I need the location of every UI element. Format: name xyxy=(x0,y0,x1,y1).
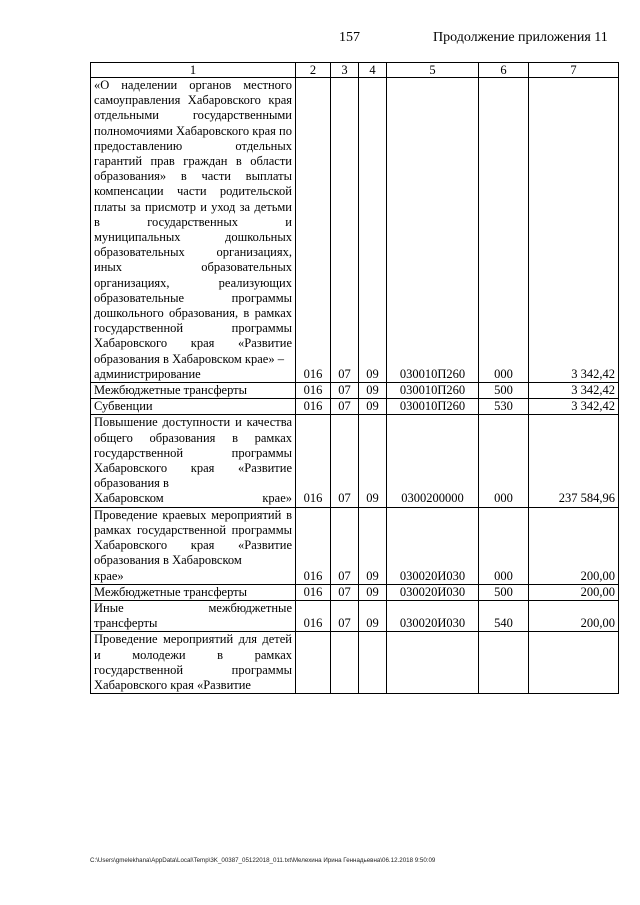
empty-cell xyxy=(331,632,359,694)
row-name-cell: Проведение мероприятий для детей и молодежи в рамках государственной программы Хабаровского края «Развитие xyxy=(91,632,296,694)
table-row xyxy=(91,507,619,584)
subsection-code: 09 xyxy=(359,415,387,507)
amount-value: 3 342,42 xyxy=(529,78,619,383)
expense-type-code: 500 xyxy=(479,584,529,600)
target-article-code: 030020И030 xyxy=(387,584,479,600)
row-name-cell xyxy=(91,415,296,507)
budget-table xyxy=(90,62,619,694)
amount-value: 200,00 xyxy=(529,507,619,584)
section-code: 07 xyxy=(331,78,359,383)
row-name-cell xyxy=(91,399,296,415)
column-header: 5 xyxy=(387,63,479,78)
amount-value: 200,00 xyxy=(529,600,619,631)
table-row xyxy=(91,78,619,383)
expense-type-code: 500 xyxy=(479,383,529,399)
row-name-cell xyxy=(91,600,296,631)
subsection-code: 09 xyxy=(359,600,387,631)
column-header: 6 xyxy=(479,63,529,78)
ministry-code: 016 xyxy=(296,600,331,631)
expense-type-code: 000 xyxy=(479,78,529,383)
section-code: 07 xyxy=(331,507,359,584)
empty-cell xyxy=(479,632,529,694)
ministry-code: 016 xyxy=(296,507,331,584)
table-row xyxy=(91,415,619,507)
row-name-cell xyxy=(91,507,296,584)
section-code: 07 xyxy=(331,383,359,399)
column-header: 3 xyxy=(331,63,359,78)
table-row xyxy=(91,399,619,415)
row-name-last-line: администрирование xyxy=(94,366,201,381)
section-code: 07 xyxy=(331,399,359,415)
amount-value: 3 342,42 xyxy=(529,399,619,415)
table-row-continued xyxy=(91,632,619,694)
ministry-code: 016 xyxy=(296,78,331,383)
amount-value: 3 342,42 xyxy=(529,383,619,399)
expense-type-code: 000 xyxy=(479,415,529,507)
expense-type-code: 000 xyxy=(479,507,529,584)
target-article-code: 030010П260 xyxy=(387,383,479,399)
row-name-text: «О наделении органов местного самоуправления Хабаровского края отдельными государственными полномочиями Хабаровского края по предоставлению отдельных гарантий прав граждан в области образования» в части выплаты компенсации части родительской платы за присмотр и уход за детьми в государственных и муниципальных дошкольных образовательных организациях, иных образовательных организациях, реализующих образовательные программы дошкольного образования, в рамках государственной программы Хабаровского края «Развитие образования в Хабаровском крае» – xyxy=(94,78,292,366)
target-article-code: 030010П260 xyxy=(387,78,479,383)
row-name-last-line: Межбюджетные трансферты xyxy=(94,383,248,398)
row-name-text: Повышение доступности и качества общего образования в рамках государственной программы Хабаровского края «Развитие образования в xyxy=(94,415,292,491)
row-name-last-line: Межбюджетные трансферты xyxy=(94,584,248,599)
section-code: 07 xyxy=(331,415,359,507)
expense-type-code: 540 xyxy=(479,600,529,631)
appendix-continuation-title: Продолжение приложения 11 xyxy=(433,30,608,45)
expense-type-code: 530 xyxy=(479,399,529,415)
subsection-code: 09 xyxy=(359,507,387,584)
column-header: 7 xyxy=(529,63,619,78)
target-article-code: 030020И030 xyxy=(387,507,479,584)
row-name-cell xyxy=(91,584,296,600)
row-name-last-line: крае» xyxy=(94,568,124,583)
row-name-text: Иные межбюджетные xyxy=(94,600,292,615)
row-name-cell xyxy=(91,383,296,399)
section-code: 07 xyxy=(331,600,359,631)
table-row xyxy=(91,584,619,600)
column-header: 1 xyxy=(91,63,296,78)
row-name-cell xyxy=(91,78,296,383)
empty-cell xyxy=(529,632,619,694)
document-path-footer: C:\Users\gmelekhana\AppData\Local\Temp\3K_00387_05122018_011.txt\Мелехина Ирина Геннадьевна\06.12.2018 9:50:09 xyxy=(90,857,436,864)
subsection-code: 09 xyxy=(359,584,387,600)
row-name-last-line: Хабаровском крае» xyxy=(94,491,292,506)
target-article-code: 030010П260 xyxy=(387,399,479,415)
row-name-last-line: трансферты xyxy=(94,616,158,631)
row-name-text: Проведение краевых мероприятий в рамках государственной программы Хабаровского края «Развитие образования в Хабаровском xyxy=(94,507,292,568)
page-number: 157 xyxy=(339,30,360,45)
subsection-code: 09 xyxy=(359,399,387,415)
section-code: 07 xyxy=(331,584,359,600)
empty-cell xyxy=(296,632,331,694)
subsection-code: 09 xyxy=(359,78,387,383)
row-name-last-line: Субвенции xyxy=(94,399,153,414)
target-article-code: 0300200000 xyxy=(387,415,479,507)
table-row xyxy=(91,600,619,631)
ministry-code: 016 xyxy=(296,383,331,399)
amount-value: 200,00 xyxy=(529,584,619,600)
target-article-code: 030020И030 xyxy=(387,600,479,631)
column-header: 2 xyxy=(296,63,331,78)
subsection-code: 09 xyxy=(359,383,387,399)
amount-value: 237 584,96 xyxy=(529,415,619,507)
ministry-code: 016 xyxy=(296,399,331,415)
ministry-code: 016 xyxy=(296,415,331,507)
empty-cell xyxy=(387,632,479,694)
table-header-row xyxy=(91,63,619,78)
table-row xyxy=(91,383,619,399)
column-header: 4 xyxy=(359,63,387,78)
empty-cell xyxy=(359,632,387,694)
ministry-code: 016 xyxy=(296,584,331,600)
